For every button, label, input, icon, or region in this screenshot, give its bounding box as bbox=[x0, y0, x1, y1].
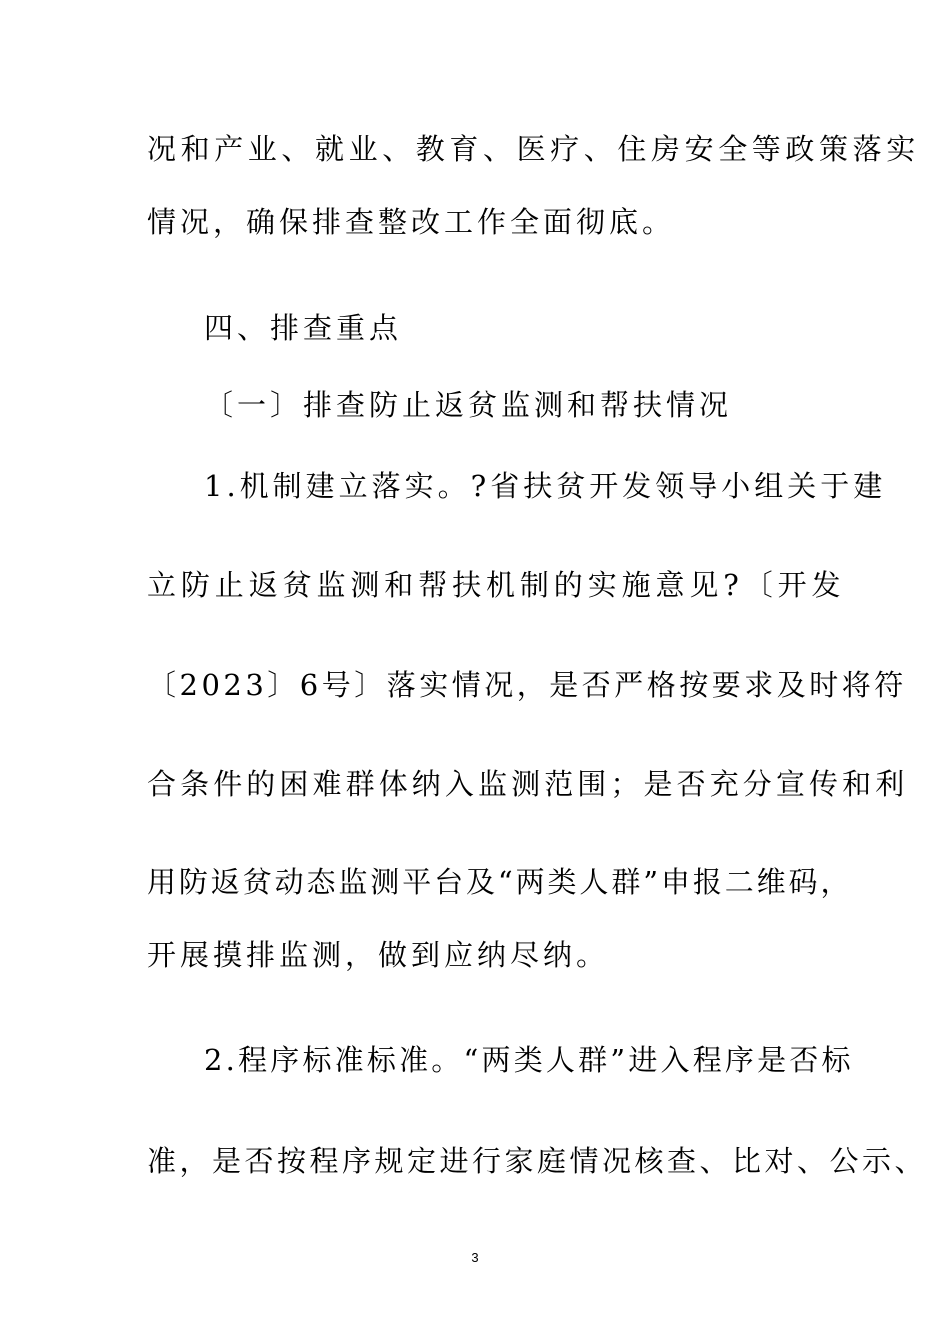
body-text-line: 合条件的困难群体纳入监测范围；是否充分宣传和利 bbox=[147, 767, 909, 801]
body-text-line: 1.机制建立落实。?省扶贫开发领导小组关于建 bbox=[204, 469, 887, 503]
body-text-line: 2.程序标准标准。“两类人群”进入程序是否标 bbox=[204, 1043, 854, 1077]
body-text-line: 用防返贫动态监测平台及“两类人群”申报二维码， bbox=[147, 865, 853, 899]
section-heading: 四、排查重点 bbox=[204, 311, 403, 345]
page-number: 3 bbox=[471, 1250, 479, 1265]
body-text-line: 情况，确保排查整改工作全面彻底。 bbox=[147, 205, 676, 239]
body-text-line: 况和产业、就业、教育、医疗、住房安全等政策落实 bbox=[147, 132, 920, 166]
subsection-heading: 〔一〕排查防止返贫监测和帮扶情况 bbox=[204, 388, 733, 422]
body-text-line: 开展摸排监测，做到应纳尽纳。 bbox=[147, 938, 610, 972]
body-text-line: 〔2023〕6号〕落实情况，是否严格按要求及时将符 bbox=[147, 668, 907, 702]
body-text-line: 准，是否按程序规定进行家庭情况核查、比对、公示、 bbox=[147, 1144, 928, 1178]
body-text-line: 立防止返贫监测和帮扶机制的实施意见?〔开发 bbox=[147, 568, 846, 602]
